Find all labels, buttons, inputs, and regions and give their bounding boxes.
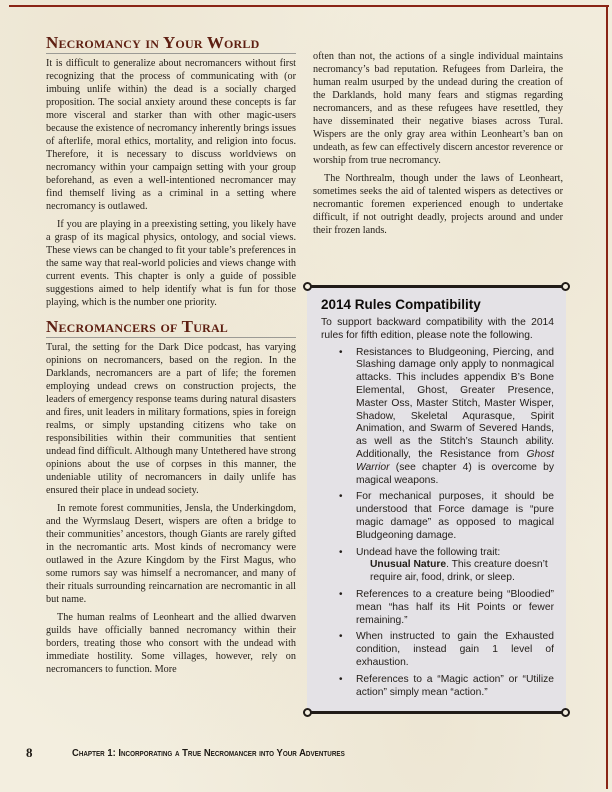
bullet-text: References to a creature being “Bloodied” mean “has half its Hit Points or fewer remaining.” bbox=[356, 588, 554, 626]
bullet-icon: • bbox=[339, 546, 343, 558]
paragraph: The Northrealm, though under the laws of Leonheart, sometimes seeks the aid of talented wispers as detectives or necromantic foremen experienced enough to undertake difficult, if not outright deadly, projects around and under their frozen lands. bbox=[313, 173, 563, 236]
bullet-text: Undead have the following trait: bbox=[356, 546, 501, 558]
page-number: 8 bbox=[26, 745, 33, 760]
trait-line bbox=[356, 559, 554, 585]
list-item bbox=[339, 674, 554, 700]
rule-end-circle-icon bbox=[303, 282, 312, 291]
rule-end-circle-icon bbox=[303, 708, 312, 717]
bullet-icon: • bbox=[339, 346, 343, 358]
bullet-text: References to a “Magic action” or “Utilize action” simply mean “action.” bbox=[356, 673, 554, 698]
trait-name: Unusual Nature bbox=[370, 559, 447, 571]
list-item bbox=[339, 589, 554, 627]
bullet-icon: • bbox=[339, 673, 343, 685]
footer-chapter-title: Chapter 1: Incorporating a True Necromancer into Your Adventures bbox=[72, 747, 345, 759]
sidebar-title: 2014 Rules Compatibility bbox=[321, 297, 481, 312]
list-item bbox=[339, 547, 554, 585]
sidebar-top-rule bbox=[307, 285, 566, 288]
rules-compatibility-sidebar bbox=[307, 285, 566, 714]
rule-end-circle-icon bbox=[561, 708, 570, 717]
bullet-icon: • bbox=[339, 588, 343, 600]
paragraph: If you are playing in a preexisting setting, you likely have a grasp of its magical physics, ontology, and social views. These views can be changed to fit your table’s preferences in the same way that real-world policies and views change with current events. This chapter is only a guide of possible suggestions aimed to help identify what is fun for those playing, which is the number one priority. bbox=[46, 219, 296, 308]
bullet-icon: • bbox=[339, 491, 343, 503]
list-item bbox=[339, 491, 554, 542]
bullet-text-italic: Ghost Warrior bbox=[356, 448, 554, 473]
bullet-icon: • bbox=[339, 631, 343, 643]
section-heading-necromancy-in-your-world: Necromancy in Your World bbox=[46, 33, 296, 54]
right-column bbox=[313, 50, 563, 242]
paragraph: In remote forest communities, Jensla, the Underkingdom, and the Wyrmslaug Desert, wispers are often a bridge to their communities’ ancestors, though Giants are rarely gifted in the necromantic arts. Most kinds of necromancy were outlawed in the Azure Kingdom by the First Magus, who some rumors say was himself a necromancer, and many of their rituals surrounding reincarnation are necromantic in all but name. bbox=[46, 503, 296, 605]
sidebar-bullet-list bbox=[321, 347, 554, 700]
list-item bbox=[339, 347, 554, 488]
paragraph: It is difficult to generalize about necromancers without first recognizing that the process of communicating with (or imbuing unlife within) the dead is a socially charged proposition. The social anxiety around these concepts is far more visceral and starker than with other magic-users because the existence of necromancy inherently brings issues of afterlife, moral ethics, mortality, and religion into focus. Therefore, it is necessary to discuss worldviews on necromancy within your campaign setting with your group beforehand, as even a well-intentioned necromancer may find themself living as a criminal in a setting where necromancy is outlawed. bbox=[46, 58, 296, 212]
sidebar-body bbox=[307, 288, 566, 711]
paragraph: often than not, the actions of a single individual maintains necromancy’s bad reputation. Refugees from Darleira, the human realm usurped by the undead during the creation of the Darklands, hold many fears and stigmas regarding necromancers, and as these refugees have resettled, they have disseminated their negative biases across Tural. Wispers are the only gray area within Leonheart’s ban on undeath, as few can effectively discern ancestor reverence or worship from true necromancy. bbox=[313, 51, 563, 166]
section-heading-necromancers-of-tural: Necromancers of Tural bbox=[46, 317, 296, 338]
sidebar-bottom-rule bbox=[307, 711, 566, 714]
paragraph: Tural, the setting for the Dark Dice podcast, has varying opinions on necromancers, based on the region. In the Darklands, necromancers are a part of life; the foremen employing undead crews on construction projects, the leaders of emergency response teams during natural disasters and fires, unit leaders in military formations, spies in foreign realms, or simply upstanding citizens who take on responsibilities within their communities that sentient undead find difficult. Although many Untethered have strong opinions about the use of corpses in this manner, the undeniable utility of necromancers in daily unlife has ensured their place in undead society. bbox=[46, 342, 296, 496]
page-border-right bbox=[606, 5, 608, 789]
bullet-text: For mechanical purposes, it should be understood that Force damage is “pure magic damage” as opposed to magical Bludgeoning damage. bbox=[356, 491, 554, 541]
list-item bbox=[339, 631, 554, 669]
rule-end-circle-icon bbox=[561, 282, 570, 291]
bullet-text: Resistances to Bludgeoning, Piercing, and Slashing damage only apply to nonmagical attacks. This includes appendix B’s Bone Elemental, Ghost, Greater Presence, Master Oss, Master Stitch, Master Wisper, Shadow, Skeletal Aqurasque, Spirit Animation, and Swarm of Severed Hands, as well as the Stitch’s Staunch ability. Additionally, the Resistance from bbox=[356, 346, 554, 460]
left-column bbox=[46, 33, 296, 681]
bullet-text: When instructed to gain the Exhausted condition, instead gain 1 level of exhaustion. bbox=[356, 631, 554, 668]
sidebar-intro: To support backward compatibility with the 2014 rules for fifth edition, please note the following. bbox=[321, 317, 554, 341]
paragraph: The human realms of Leonheart and the allied dwarven guilds have officially banned necromancy within their borders, treating those who consort with the undead with immediate hostility. Some villages, however, rely on necromancers to function. More bbox=[46, 612, 296, 675]
page-border-top bbox=[9, 5, 609, 7]
bullet-text: (see chapter 4) is overcome by magical weapons. bbox=[356, 461, 554, 486]
trait-text: . This creature doesn’t require air, food, drink, or sleep. bbox=[370, 559, 548, 584]
